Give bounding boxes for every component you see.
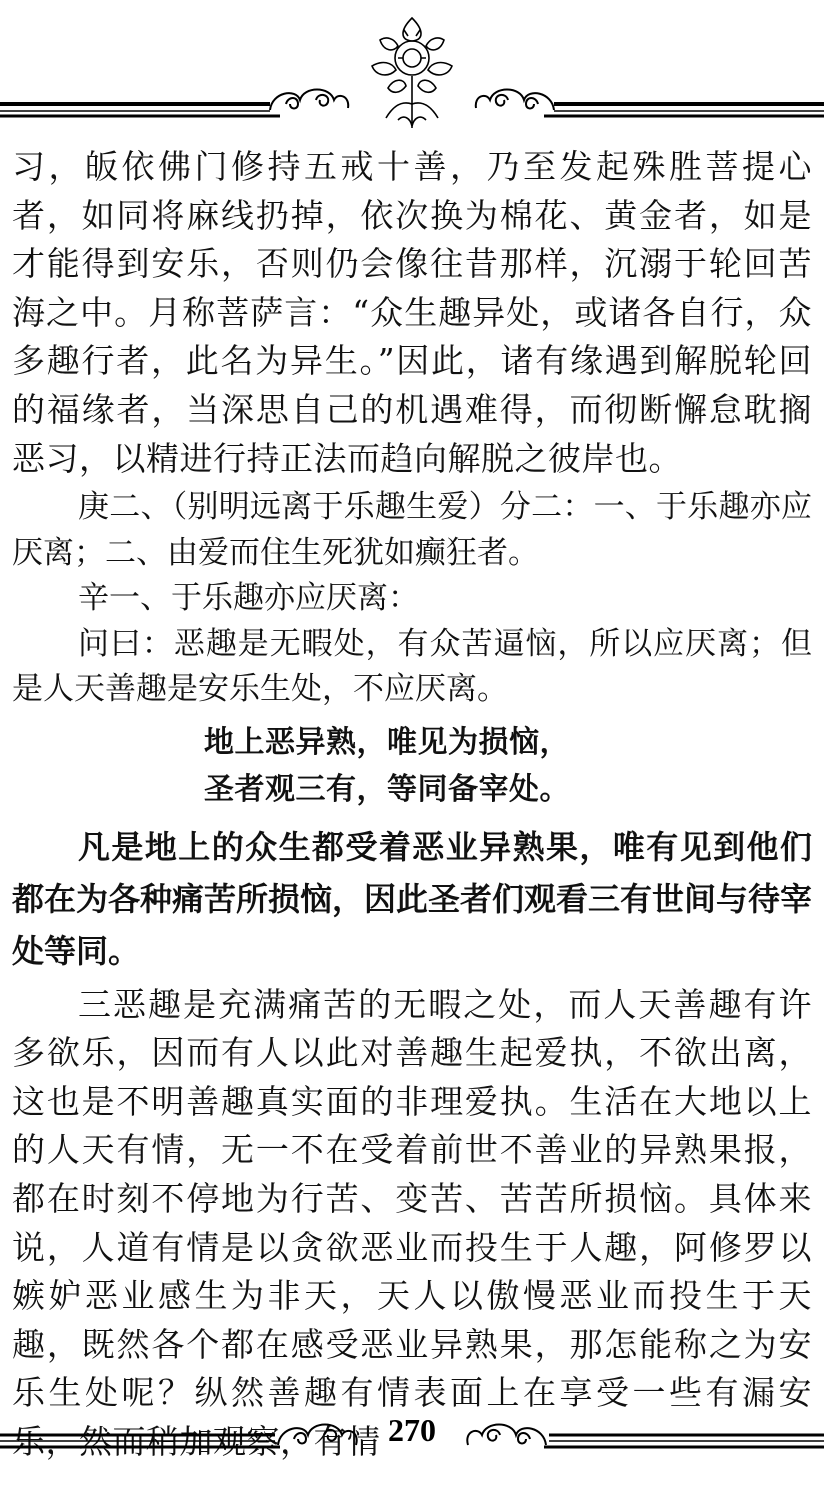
section-heading-xin: 辛一、于乐趣亦应厌离： bbox=[78, 580, 419, 617]
verse-line-2: 圣者观三有，等同备宰处。 bbox=[204, 771, 570, 807]
paragraph-2: 三恶趣是充满痛苦的无暇之处，而人天善趣有许多欲乐，因而有人以此对善趣生起爱执，不欲出离，这也是不明善趣真实面的非理爱执。生活在大地以上的人天有情，无一不在受着前世不善业的异熟果报，都在时刻不停地为行苦、变苦、苦苦所损恼。具体来说，人道有情是以贪欲恶业而投生于人趣，阿修罗以嫉妒恶业感生为非天，天人以傲慢恶业而投生于天趣，既然各个都在感受恶业异熟果，那怎能称之为安乐生处呢？纵然善趣有情表面上在享受一些有漏安乐，然而稍加观察，有情 bbox=[12, 984, 812, 1461]
paragraph-1: 习，皈依佛门修持五戒十善，乃至发起殊胜菩提心者，如同将麻线扔掉，依次换为棉花、黄金者，如是才能得到安乐，否则仍会像往昔那样，沉溺于轮回苦海之中。月称菩萨言：“众生趣异处，或诸各自行，众多趣行者，此名为异生。”因此，诸有缘遇到解脱轮回的福缘者，当深思自己的机遇难得，而彻断懈怠耽搁恶习，以精进行持正法而趋向解脱之彼岸也。 bbox=[12, 147, 812, 478]
header-ornament bbox=[0, 0, 824, 140]
header-rule-left bbox=[0, 104, 280, 116]
page-number: 270 bbox=[388, 1412, 436, 1448]
lotus-flower-icon bbox=[372, 18, 452, 128]
cloud-scroll-right-icon bbox=[476, 90, 554, 111]
verse-line-1: 地上恶异熟，唯见为损恼， bbox=[204, 724, 570, 760]
verse-block bbox=[12, 719, 812, 813]
section-heading-geng: 庚二、（别明远离于乐趣生爱）分二：一、于乐趣亦应厌离；二、由爱而住生死犹如癫狂者。 bbox=[12, 489, 812, 571]
question-paragraph: 问曰：恶趣是无暇处，有众苦逼恼，所以应厌离；但是人天善趣是安乐生处，不应厌离。 bbox=[12, 625, 812, 708]
verse-commentary: 凡是地上的众生都受着恶业异熟果，唯有见到他们都在为各种痛苦所损恼，因此圣者们观看三有世间与待宰处等同。 bbox=[12, 827, 813, 970]
header-rule-right bbox=[544, 104, 824, 116]
page-content bbox=[12, 143, 812, 1467]
cloud-scroll-left-icon bbox=[270, 90, 348, 111]
